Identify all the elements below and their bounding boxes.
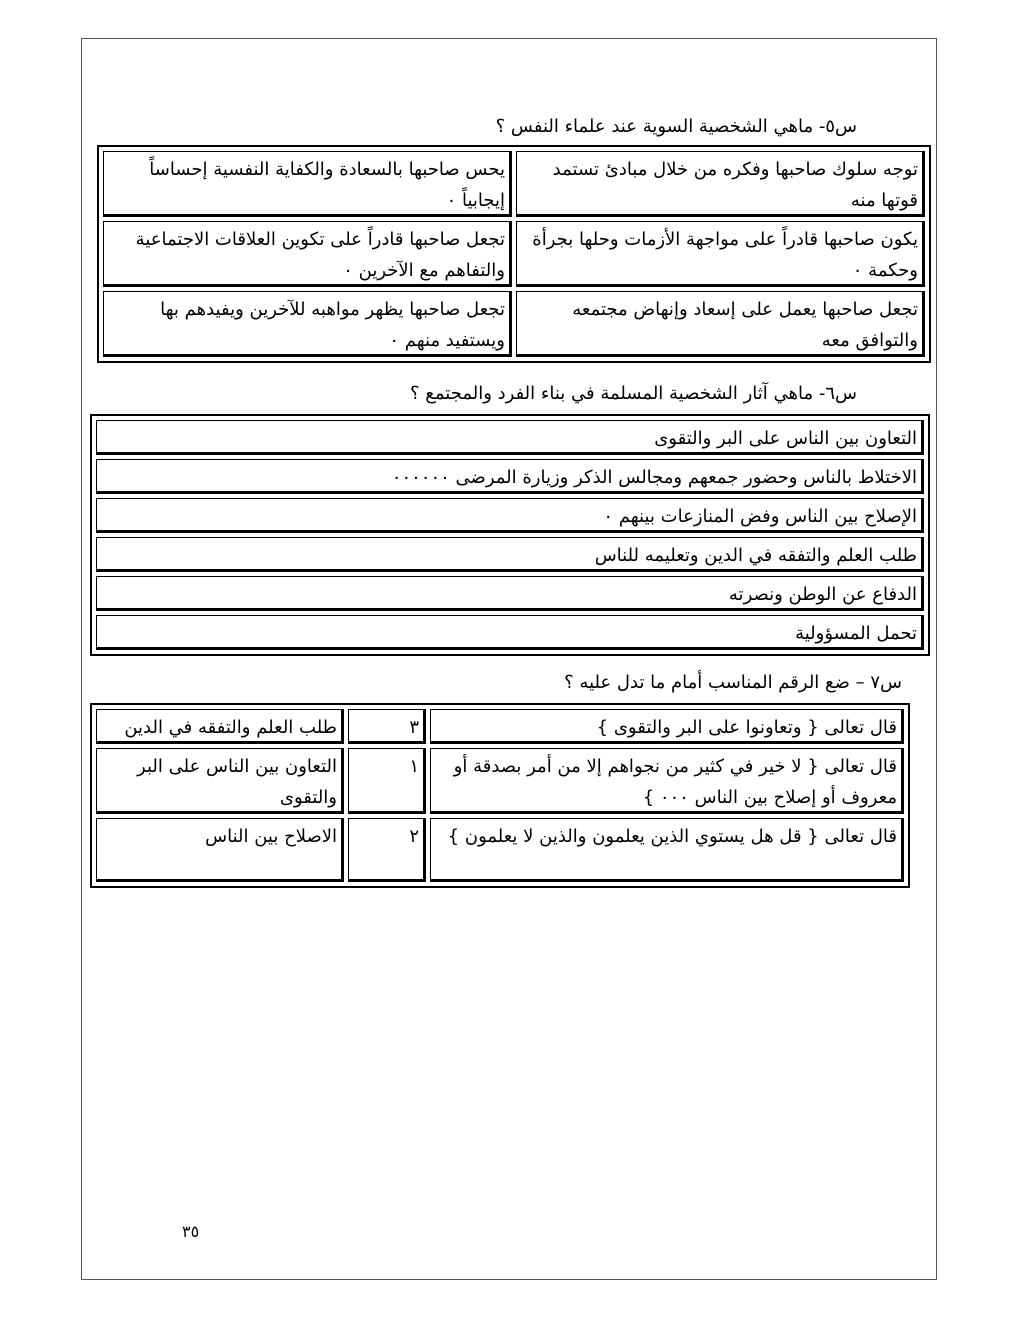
table-row [103, 221, 925, 287]
verse-cell: قال تعالى { لا خير في كثير من نجواهم إلا من أمر بصدقة أو معروف أو إصلاح بين الناس ٠٠٠ } [430, 748, 904, 814]
table-cell: يحس صاحبها بالسعادة والكفاية النفسية إحساساً إيجابياً ٠ [103, 151, 512, 217]
verse-cell: قال تعالى { وتعاونوا على البر والتقوى } [430, 709, 904, 744]
q5-table [97, 145, 931, 363]
list-item: التعاون بين الناس على البر والتقوى [96, 420, 924, 455]
table-row [96, 615, 924, 650]
list-item: الاختلاط بالناس وحضور جمعهم ومجالس الذكر وزيارة المرضى ٠٠٠٠٠٠ [96, 459, 924, 494]
table-row [103, 291, 925, 357]
q6-title: س٦- ماهي آثار الشخصية المسلمة في بناء الفرد والمجتمع ؟ [410, 383, 857, 404]
table-row [96, 420, 924, 455]
list-item: الإصلاح بين الناس وفض المنازعات بينهم ٠ [96, 498, 924, 533]
list-item: تحمل المسؤولية [96, 615, 924, 650]
answer-cell: الاصلاح بين الناس [96, 818, 344, 882]
table-cell: تجعل صاحبها قادراً على تكوين العلاقات الاجتماعية والتفاهم مع الآخرين ٠ [103, 221, 512, 287]
table-row [96, 459, 924, 494]
q7-table [90, 703, 910, 888]
table-row [96, 498, 924, 533]
list-item: الدفاع عن الوطن ونصرته [96, 576, 924, 611]
table-cell: تجعل صاحبها يظهر مواهبه للآخرين ويفيدهم بها ويستفيد منهم ٠ [103, 291, 512, 357]
q6-table [90, 414, 930, 656]
table-cell: تجعل صاحبها يعمل على إسعاد وإنهاض مجتمعه والتوافق معه [516, 291, 925, 357]
table-row [96, 537, 924, 572]
table-cell: يكون صاحبها قادراً على مواجهة الأزمات وحلها بجرأة وحكمة ٠ [516, 221, 925, 287]
q5-title: س٥- ماهي الشخصية السوية عند علماء النفس ؟ [495, 116, 857, 137]
verse-cell: قال تعالى { قل هل يستوي الذين يعلمون والذين لا يعلمون } [430, 818, 904, 882]
table-row [96, 709, 904, 744]
table-row [96, 818, 904, 882]
answer-cell: التعاون بين الناس على البر والتقوى [96, 748, 344, 814]
q7-title: س٧ – ضع الرقم المناسب أمام ما تدل عليه ؟ [564, 672, 902, 693]
list-item: طلب العلم والتفقه في الدين وتعليمه للناس [96, 537, 924, 572]
number-cell: ١ [348, 748, 426, 814]
table-row [96, 576, 924, 611]
number-cell: ٣ [348, 709, 426, 744]
table-row [103, 151, 925, 217]
page-number: ٣٥ [182, 1222, 200, 1241]
table-cell: توجه سلوك صاحبها وفكره من خلال مبادئ تستمد قوتها منه [516, 151, 925, 217]
number-cell: ٢ [348, 818, 426, 882]
answer-cell: طلب العلم والتفقه في الدين [96, 709, 344, 744]
table-row [96, 748, 904, 814]
